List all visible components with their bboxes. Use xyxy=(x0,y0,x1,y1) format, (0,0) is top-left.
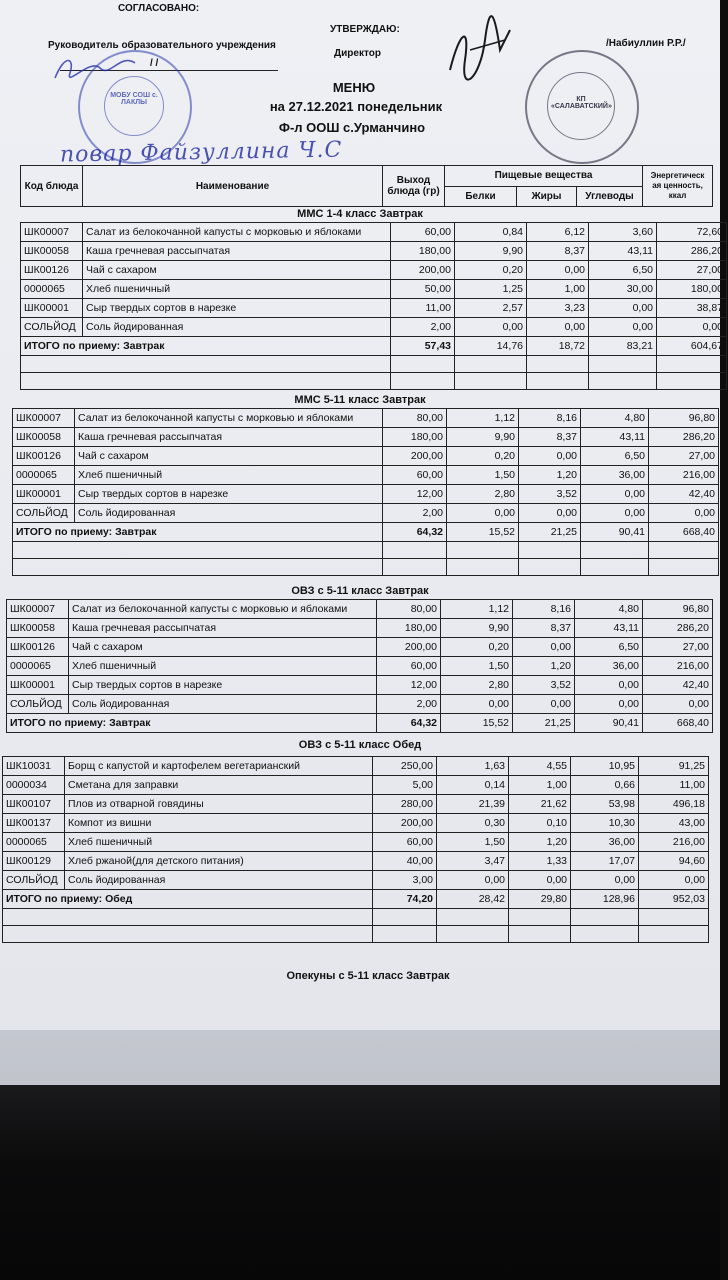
value-cell: 1,50 xyxy=(437,833,509,852)
total-value: 90,41 xyxy=(575,714,643,733)
table-row xyxy=(21,261,727,280)
value-cell: 1,50 xyxy=(441,657,513,676)
value-cell: 9,90 xyxy=(455,242,527,261)
value-cell: 4,80 xyxy=(581,409,649,428)
table-row xyxy=(7,695,713,714)
section-title-guardians: Опекуны с 5-11 класс Завтрак xyxy=(286,970,450,982)
section-title: ОВЗ с 5-11 класс Завтрак xyxy=(291,585,429,597)
value-cell: 36,00 xyxy=(575,657,643,676)
table-row xyxy=(7,619,713,638)
value-cell: 286,20 xyxy=(643,619,713,638)
value-cell: 43,11 xyxy=(575,619,643,638)
empty-row xyxy=(21,356,727,373)
total-value: 18,72 xyxy=(527,337,589,356)
section-title: ОВЗ с 5-11 класс Обед xyxy=(298,739,422,751)
dish-code: 0000065 xyxy=(21,280,83,299)
value-cell: 30,00 xyxy=(589,280,657,299)
value-cell: 2,00 xyxy=(377,695,441,714)
value-cell: 2,00 xyxy=(391,318,455,337)
value-cell: 0,14 xyxy=(437,776,509,795)
dark-surface xyxy=(0,1085,720,1280)
dish-name: Каша гречневая рассыпчатая xyxy=(75,428,383,447)
director-signature xyxy=(440,10,520,90)
dish-name: Сыр твердых сортов в нарезке xyxy=(83,299,391,318)
value-cell: 0,00 xyxy=(649,504,719,523)
total-value: 15,52 xyxy=(447,523,519,542)
total-row xyxy=(7,714,713,733)
value-cell: 280,00 xyxy=(373,795,437,814)
value-cell: 2,00 xyxy=(383,504,447,523)
dish-name: Компот из вишни xyxy=(65,814,373,833)
value-cell: 4,80 xyxy=(575,600,643,619)
value-cell: 200,00 xyxy=(383,447,447,466)
dish-name: Хлеб пшеничный xyxy=(65,833,373,852)
value-cell: 2,57 xyxy=(455,299,527,318)
dish-name: Соль йодированная xyxy=(65,871,373,890)
dish-code: 0000034 xyxy=(3,776,65,795)
total-label: ИТОГО по приему: Завтрак xyxy=(7,714,377,733)
value-cell: 3,60 xyxy=(589,223,657,242)
dish-code: СОЛЬЙОД xyxy=(3,871,65,890)
table-row xyxy=(7,638,713,657)
dish-name: Соль йодированная xyxy=(83,318,391,337)
value-cell: 0,00 xyxy=(575,676,643,695)
value-cell: 0,00 xyxy=(441,695,513,714)
value-cell: 9,90 xyxy=(441,619,513,638)
dish-name: Соль йодированная xyxy=(75,504,383,523)
table-row xyxy=(21,242,727,261)
school-stamp-text: МОБУ СОШ с. ЛАКЛЫ xyxy=(110,92,158,106)
dish-code: ШК00126 xyxy=(21,261,83,280)
dish-code: ШК00107 xyxy=(3,795,65,814)
total-value: 668,40 xyxy=(649,523,719,542)
value-cell: 216,00 xyxy=(649,466,719,485)
value-cell: 6,50 xyxy=(581,447,649,466)
value-cell: 496,18 xyxy=(639,795,709,814)
confirm-label: УТВЕРЖДАЮ: xyxy=(330,24,400,35)
value-cell: 1,33 xyxy=(509,852,571,871)
section-title: ММС 1-4 класс Завтрак xyxy=(297,208,423,220)
value-cell: 216,00 xyxy=(639,833,709,852)
table-row xyxy=(13,504,719,523)
total-value: 21,25 xyxy=(513,714,575,733)
value-cell: 200,00 xyxy=(391,261,455,280)
value-cell: 10,95 xyxy=(571,757,639,776)
value-cell: 72,60 xyxy=(657,223,727,242)
value-cell: 0,00 xyxy=(509,871,571,890)
dish-code: 0000065 xyxy=(13,466,75,485)
value-cell: 53,98 xyxy=(571,795,639,814)
table-row xyxy=(21,318,727,337)
col-protein: Белки xyxy=(445,186,517,207)
value-cell: 3,52 xyxy=(513,676,575,695)
value-cell: 8,37 xyxy=(519,428,581,447)
section-title: ММС 5-11 класс Завтрак xyxy=(294,394,426,406)
value-cell: 0,00 xyxy=(513,695,575,714)
value-cell: 27,00 xyxy=(649,447,719,466)
value-cell: 10,30 xyxy=(571,814,639,833)
menu-date: на 27.12.2021 понедельник xyxy=(269,99,443,114)
value-cell: 80,00 xyxy=(377,600,441,619)
dish-code: ШК00007 xyxy=(13,409,75,428)
value-cell: 3,00 xyxy=(373,871,437,890)
value-cell: 6,50 xyxy=(589,261,657,280)
value-cell: 3,23 xyxy=(527,299,589,318)
dish-code: ШК00058 xyxy=(7,619,69,638)
value-cell: 0,00 xyxy=(657,318,727,337)
col-carbs: Углеводы xyxy=(577,186,643,207)
dish-code: СОЛЬЙОД xyxy=(13,504,75,523)
value-cell: 1,20 xyxy=(509,833,571,852)
dish-code: ШК00126 xyxy=(7,638,69,657)
dish-code: ШК00058 xyxy=(21,242,83,261)
value-cell: 200,00 xyxy=(373,814,437,833)
table-row xyxy=(13,428,719,447)
value-cell: 6,12 xyxy=(527,223,589,242)
total-value: 83,21 xyxy=(589,337,657,356)
value-cell: 0,00 xyxy=(527,261,589,280)
dish-code: ШК00058 xyxy=(13,428,75,447)
empty-row xyxy=(3,926,709,943)
value-cell: 21,62 xyxy=(509,795,571,814)
menu-table xyxy=(12,408,719,576)
cook-handwriting: повар Файзуллина Ч.С xyxy=(59,137,343,168)
dish-name: Салат из белокочанной капусты с морковью и яблоками xyxy=(75,409,383,428)
dish-name: Чай с сахаром xyxy=(69,638,377,657)
value-cell: 8,37 xyxy=(527,242,589,261)
value-cell: 180,00 xyxy=(391,242,455,261)
value-cell: 8,16 xyxy=(519,409,581,428)
table-row xyxy=(21,299,727,318)
value-cell: 36,00 xyxy=(581,466,649,485)
signature-slash: / / xyxy=(150,58,159,69)
value-cell: 0,00 xyxy=(527,318,589,337)
dish-code: 0000065 xyxy=(7,657,69,676)
table-row xyxy=(13,466,719,485)
dish-name: Каша гречневая рассыпчатая xyxy=(69,619,377,638)
value-cell: 0,00 xyxy=(519,447,581,466)
dish-name: Чай с сахаром xyxy=(83,261,391,280)
value-cell: 43,00 xyxy=(639,814,709,833)
value-cell: 1,20 xyxy=(513,657,575,676)
total-value: 604,67 xyxy=(657,337,727,356)
dish-name: Хлеб пшеничный xyxy=(75,466,383,485)
table-row xyxy=(21,223,727,242)
value-cell: 180,00 xyxy=(377,619,441,638)
value-cell: 1,00 xyxy=(509,776,571,795)
value-cell: 0,00 xyxy=(437,871,509,890)
dish-code: ШК00126 xyxy=(13,447,75,466)
value-cell: 0,30 xyxy=(437,814,509,833)
total-value: 90,41 xyxy=(581,523,649,542)
value-cell: 2,80 xyxy=(441,676,513,695)
total-label: ИТОГО по приему: Завтрак xyxy=(13,523,383,542)
table-row xyxy=(7,676,713,695)
total-row xyxy=(21,337,727,356)
value-cell: 1,50 xyxy=(447,466,519,485)
value-cell: 0,10 xyxy=(509,814,571,833)
value-cell: 180,00 xyxy=(657,280,727,299)
dish-code: 0000065 xyxy=(3,833,65,852)
table-row xyxy=(7,600,713,619)
total-value: 14,76 xyxy=(455,337,527,356)
table-row xyxy=(3,871,709,890)
total-value: 128,96 xyxy=(571,890,639,909)
value-cell: 0,00 xyxy=(575,695,643,714)
value-cell: 0,00 xyxy=(639,871,709,890)
dish-name: Каша гречневая рассыпчатая xyxy=(83,242,391,261)
value-cell: 5,00 xyxy=(373,776,437,795)
dish-name: Салат из белокочанной капусты с морковью и яблоками xyxy=(69,600,377,619)
value-cell: 216,00 xyxy=(643,657,713,676)
dish-code: ШК00129 xyxy=(3,852,65,871)
table-row xyxy=(13,447,719,466)
col-nutrients: Пищевые вещества xyxy=(445,166,643,187)
value-cell: 8,37 xyxy=(513,619,575,638)
value-cell: 94,60 xyxy=(639,852,709,871)
total-value: 64,32 xyxy=(383,523,447,542)
value-cell: 0,00 xyxy=(447,504,519,523)
table-row xyxy=(3,776,709,795)
approved-label: СОГЛАСОВАНО: xyxy=(118,3,200,14)
director-label: Директор xyxy=(334,48,381,59)
dish-name: Плов из отварной говядины xyxy=(65,795,373,814)
value-cell: 50,00 xyxy=(391,280,455,299)
value-cell: 27,00 xyxy=(643,638,713,657)
value-cell: 0,00 xyxy=(571,871,639,890)
total-row xyxy=(13,523,719,542)
table-row xyxy=(13,485,719,504)
total-value: 64,32 xyxy=(377,714,441,733)
table-row xyxy=(13,409,719,428)
empty-row xyxy=(3,909,709,926)
total-value: 21,25 xyxy=(519,523,581,542)
value-cell: 11,00 xyxy=(391,299,455,318)
value-cell: 4,55 xyxy=(509,757,571,776)
table-row xyxy=(3,757,709,776)
total-value: 28,42 xyxy=(437,890,509,909)
value-cell: 8,16 xyxy=(513,600,575,619)
value-cell: 9,90 xyxy=(447,428,519,447)
col-yield: Выход блюда (гр) xyxy=(383,166,445,207)
value-cell: 0,20 xyxy=(447,447,519,466)
value-cell: 40,00 xyxy=(373,852,437,871)
dish-name: Чай с сахаром xyxy=(75,447,383,466)
value-cell: 96,80 xyxy=(643,600,713,619)
value-cell: 0,00 xyxy=(455,318,527,337)
value-cell: 3,47 xyxy=(437,852,509,871)
dish-code: ШК10031 xyxy=(3,757,65,776)
menu-table xyxy=(6,599,713,733)
col-name: Наименование xyxy=(83,166,383,207)
director-name: /Набиуллин Р.Р./ xyxy=(606,38,686,49)
empty-row xyxy=(13,559,719,576)
company-stamp-text: КП «САЛАВАТСКИЙ» xyxy=(551,96,612,110)
dish-name: Хлеб ржаной(для детского питания) xyxy=(65,852,373,871)
value-cell: 0,20 xyxy=(441,638,513,657)
total-label: ИТОГО по приему: Завтрак xyxy=(21,337,391,356)
value-cell: 2,80 xyxy=(447,485,519,504)
total-row xyxy=(3,890,709,909)
value-cell: 0,00 xyxy=(581,485,649,504)
value-cell: 38,87 xyxy=(657,299,727,318)
value-cell: 60,00 xyxy=(377,657,441,676)
dish-code: ШК00001 xyxy=(13,485,75,504)
value-cell: 1,20 xyxy=(519,466,581,485)
dish-name: Хлеб пшеничный xyxy=(83,280,391,299)
value-cell: 36,00 xyxy=(571,833,639,852)
value-cell: 12,00 xyxy=(383,485,447,504)
total-label: ИТОГО по приему: Обед xyxy=(3,890,373,909)
value-cell: 1,00 xyxy=(527,280,589,299)
total-value: 952,03 xyxy=(639,890,709,909)
value-cell: 0,00 xyxy=(519,504,581,523)
value-cell: 43,11 xyxy=(581,428,649,447)
value-cell: 200,00 xyxy=(377,638,441,657)
total-value: 15,52 xyxy=(441,714,513,733)
dish-code: СОЛЬЙОД xyxy=(21,318,83,337)
value-cell: 12,00 xyxy=(377,676,441,695)
dish-name: Борщ с капустой и картофелем вегетарианский xyxy=(65,757,373,776)
total-value: 57,43 xyxy=(391,337,455,356)
value-cell: 180,00 xyxy=(383,428,447,447)
table-row xyxy=(21,280,727,299)
menu-table xyxy=(2,756,709,943)
col-fat: Жиры xyxy=(517,186,577,207)
table-row xyxy=(3,852,709,871)
value-cell: 0,00 xyxy=(589,299,657,318)
menu-title: МЕНЮ xyxy=(332,80,376,95)
table-row xyxy=(7,657,713,676)
table-row xyxy=(3,795,709,814)
value-cell: 17,07 xyxy=(571,852,639,871)
value-cell: 11,00 xyxy=(639,776,709,795)
dish-code: ШК00007 xyxy=(7,600,69,619)
value-cell: 1,63 xyxy=(437,757,509,776)
value-cell: 80,00 xyxy=(383,409,447,428)
col-energy: Энергетическ ая ценность, ккал xyxy=(643,166,713,207)
value-cell: 1,12 xyxy=(447,409,519,428)
value-cell: 42,40 xyxy=(643,676,713,695)
value-cell: 21,39 xyxy=(437,795,509,814)
value-cell: 0,20 xyxy=(455,261,527,280)
dish-name: Сметана для заправки xyxy=(65,776,373,795)
total-value: 668,40 xyxy=(643,714,713,733)
value-cell: 250,00 xyxy=(373,757,437,776)
column-header-table xyxy=(20,165,713,207)
dish-name: Сыр твердых сортов в нарезке xyxy=(75,485,383,504)
table-row xyxy=(3,814,709,833)
dish-name: Сыр твердых сортов в нарезке xyxy=(69,676,377,695)
table-row xyxy=(3,833,709,852)
value-cell: 60,00 xyxy=(373,833,437,852)
value-cell: 91,25 xyxy=(639,757,709,776)
school-name: Ф-л ООШ с.Урманчино xyxy=(278,120,426,135)
value-cell: 43,11 xyxy=(589,242,657,261)
dish-name: Соль йодированная xyxy=(69,695,377,714)
value-cell: 6,50 xyxy=(575,638,643,657)
menu-table xyxy=(20,222,727,390)
value-cell: 0,00 xyxy=(643,695,713,714)
value-cell: 42,40 xyxy=(649,485,719,504)
value-cell: 3,52 xyxy=(519,485,581,504)
col-code: Код блюда xyxy=(21,166,83,207)
dish-code: ШК00137 xyxy=(3,814,65,833)
value-cell: 0,84 xyxy=(455,223,527,242)
total-value: 74,20 xyxy=(373,890,437,909)
empty-row xyxy=(21,373,727,390)
value-cell: 0,66 xyxy=(571,776,639,795)
dish-code: ШК00001 xyxy=(21,299,83,318)
dish-code: ШК00001 xyxy=(7,676,69,695)
value-cell: 286,20 xyxy=(649,428,719,447)
empty-row xyxy=(13,542,719,559)
total-value: 29,80 xyxy=(509,890,571,909)
dish-code: СОЛЬЙОД xyxy=(7,695,69,714)
value-cell: 60,00 xyxy=(391,223,455,242)
value-cell: 1,12 xyxy=(441,600,513,619)
value-cell: 27,00 xyxy=(657,261,727,280)
dish-name: Салат из белокочанной капусты с морковью и яблоками xyxy=(83,223,391,242)
value-cell: 96,80 xyxy=(649,409,719,428)
value-cell: 1,25 xyxy=(455,280,527,299)
value-cell: 60,00 xyxy=(383,466,447,485)
approver-title: Руководитель образовательного учреждения xyxy=(48,40,276,51)
dish-name: Хлеб пшеничный xyxy=(69,657,377,676)
value-cell: 0,00 xyxy=(513,638,575,657)
value-cell: 286,20 xyxy=(657,242,727,261)
dish-code: ШК00007 xyxy=(21,223,83,242)
value-cell: 0,00 xyxy=(589,318,657,337)
value-cell: 0,00 xyxy=(581,504,649,523)
